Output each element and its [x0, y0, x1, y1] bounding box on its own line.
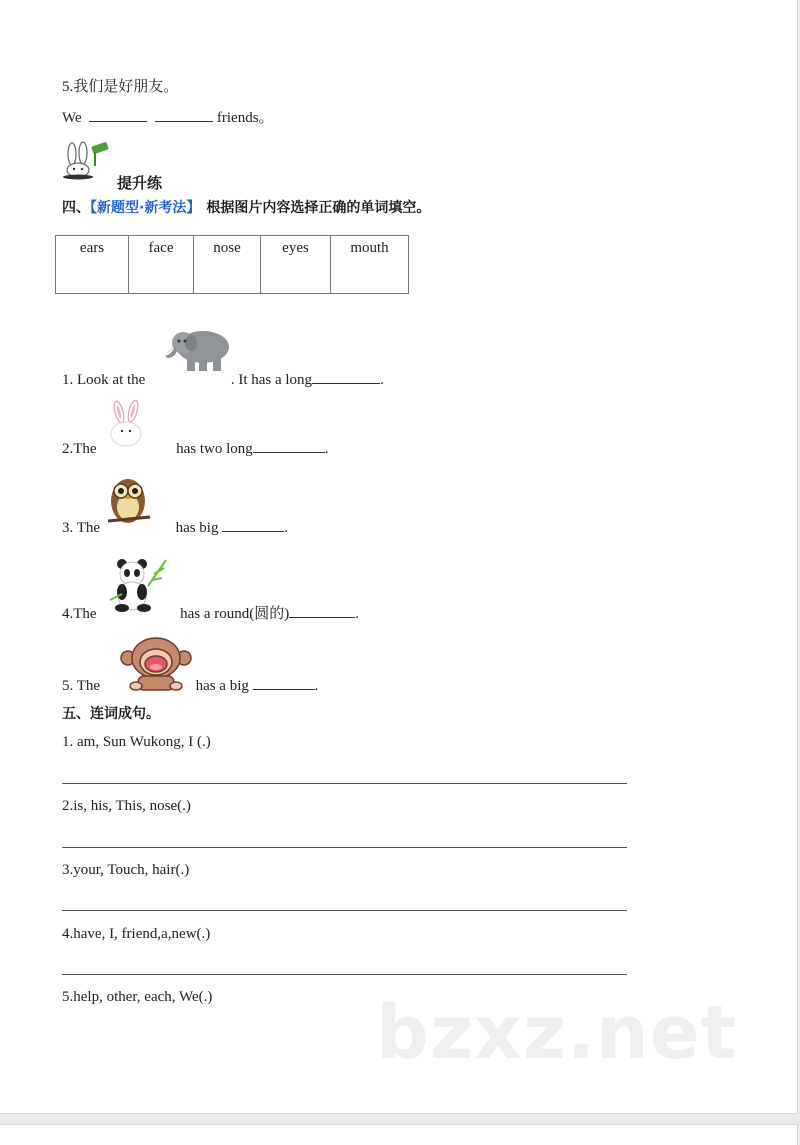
- question-3: 3. The has big .: [62, 520, 288, 536]
- q5-we: We: [62, 110, 82, 126]
- word-bank-table: [55, 235, 409, 294]
- question-2: 2.The has two long .: [62, 441, 329, 457]
- answer-line-1[interactable]: [62, 783, 627, 784]
- word-bank-cell: mouth: [331, 236, 409, 294]
- word-bank-cell: nose: [194, 236, 261, 294]
- previous-q5-prompt: 5.我们是好朋友。: [62, 79, 179, 95]
- section5-item-5: 5.help, other, each, We(.): [62, 989, 213, 1005]
- answer-blank[interactable]: [289, 605, 355, 618]
- question-4: 4.The has a round(圆的) .: [62, 606, 359, 622]
- badge-label: 提升练: [117, 174, 163, 192]
- next-page-edge: [0, 1124, 798, 1145]
- answer-line-3[interactable]: [62, 910, 627, 911]
- word-bank-cell: face: [129, 236, 194, 294]
- watermark: bzxz.net: [376, 990, 738, 1076]
- section5-item-1: 1. am, Sun Wukong, I (.): [62, 734, 211, 750]
- answer-blank[interactable]: [89, 109, 147, 122]
- section4-tag: 【新题型·新考法】: [90, 200, 201, 216]
- answer-blank[interactable]: [222, 519, 284, 532]
- section4-instruction: 根据图片内容选择正确的单词填空。: [206, 200, 431, 216]
- section5-heading: 五、连词成句。: [62, 706, 160, 722]
- section5-item-3: 3.your, Touch, hair(.): [62, 862, 190, 878]
- section5-item-4: 4.have, I, friend,a,new(.): [62, 926, 211, 942]
- section5-item-2: 2.is, his, This, nose(.): [62, 798, 191, 814]
- question-1: 1. Look at the . It has a long .: [62, 372, 384, 388]
- elephant-image: [163, 327, 235, 375]
- q5-friends: friends。: [216, 110, 274, 126]
- answer-line-4[interactable]: [62, 974, 627, 975]
- answer-blank[interactable]: [253, 440, 325, 453]
- rabbit-mascot-icon: [62, 140, 114, 180]
- section4-heading: 四、【新题型·新考法】 根据图片内容选择正确的单词填空。: [62, 200, 431, 216]
- answer-blank[interactable]: [312, 371, 380, 384]
- word-bank-cell: eyes: [261, 236, 331, 294]
- previous-q5-sentence: [62, 106, 274, 127]
- answer-blank[interactable]: [155, 109, 213, 122]
- answer-blank[interactable]: [253, 677, 315, 690]
- word-bank-cell: ears: [56, 236, 129, 294]
- answer-line-2[interactable]: [62, 847, 627, 848]
- question-5: 5. The has a big .: [62, 678, 319, 694]
